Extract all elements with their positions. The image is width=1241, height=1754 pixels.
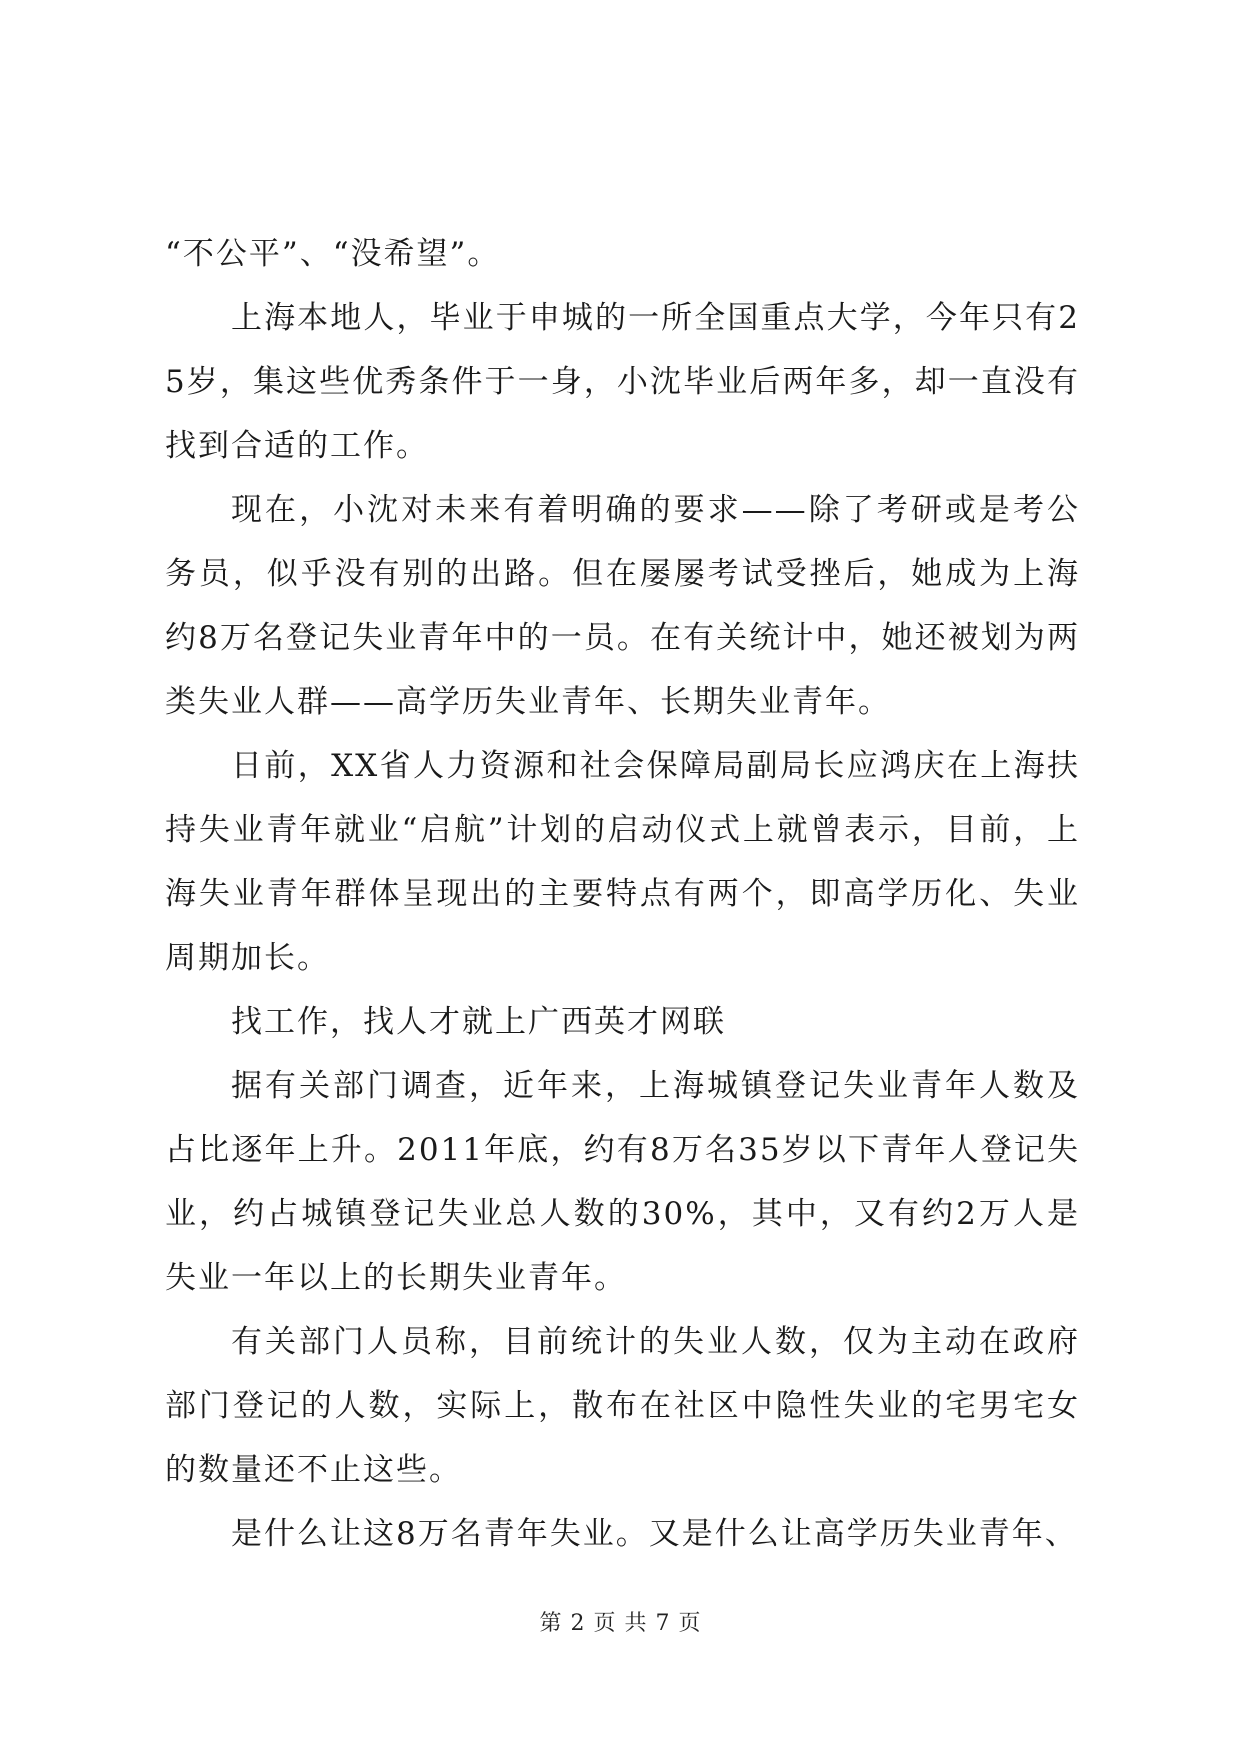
paragraph: 据有关部门调查，近年来，上海城镇登记失业青年人数及占比逐年上升。2011年底，约有8万名35岁以下青年人登记失业，约占城镇登记失业总人数的30%，其中，又有约2万人是失业一年以上的长期失业青年。 <box>165 1068 1080 1296</box>
paragraph: 是什么让这8万名青年失业。又是什么让高学历失业青年、 <box>231 1516 1078 1552</box>
paragraph: 现在，小沈对未来有着明确的要求——除了考研或是考公务员，似乎没有别的出路。但在屡屡考试受挫后，她成为上海约8万名登记失业青年中的一员。在有关统计中，她还被划为两类失业人群——高学历失业青年、长期失业青年。 <box>165 492 1080 720</box>
paragraph: 日前，XX省人力资源和社会保障局副局长应鸿庆在上海扶持失业青年就业“启航”计划的启动仪式上就曾表示，目前，上海失业青年群体呈现出的主要特点有两个，即高学历化、失业周期加长。 <box>165 748 1080 976</box>
paragraph: 有关部门人员称，目前统计的失业人数，仅为主动在政府部门登记的人数，实际上，散布在社区中隐性失业的宅男宅女的数量还不止这些。 <box>165 1324 1080 1488</box>
paragraph: 上海本地人，毕业于申城的一所全国重点大学，今年只有25岁，集这些优秀条件于一身，小沈毕业后两年多，却一直没有找到合适的工作。 <box>165 300 1080 464</box>
document-body <box>165 222 1080 1566</box>
page-number-footer: 第 2 页 共 7 页 <box>539 1611 702 1636</box>
paragraph: “不公平”、“没希望”。 <box>165 236 501 272</box>
paragraph: 找工作，找人才就上广西英才网联 <box>231 1004 726 1040</box>
